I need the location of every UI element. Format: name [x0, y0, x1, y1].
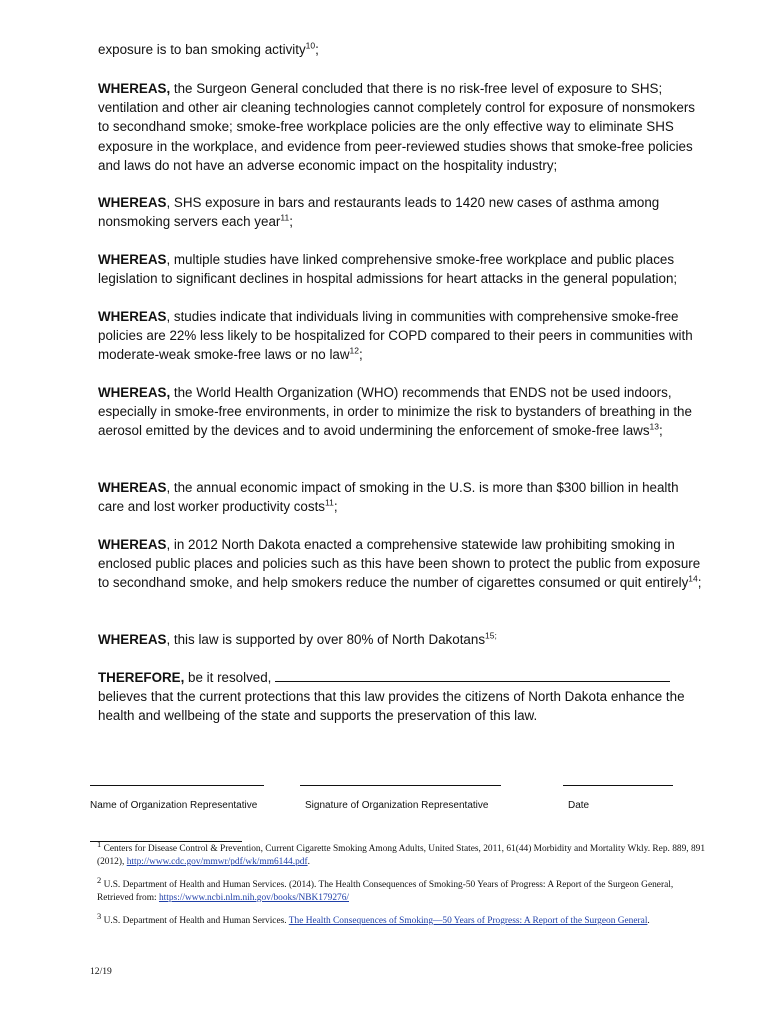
- date-label: Date: [568, 800, 590, 811]
- paragraph-4: WHEREAS, studies indicate that individuals living in communities with comprehensive smoke-free policies are 22% less likely to be hospitalized for COPD compared to their peers in communities with moderate-weak smoke-free laws or no law$^{12}$;: [98, 309, 693, 363]
- paragraph-3: WHEREAS, multiple studies have linked comprehensive smoke-free workplace and public places legislation to significant declines in hospital admissions for heart attacks in the general population;: [98, 252, 678, 287]
- paragraph-2: WHEREAS, SHS exposure in bars and restaurants leads to 1420 new cases of asthma among nonsmoking servers each year$^{11}$;: [98, 195, 660, 230]
- signature-line[interactable]: [300, 785, 501, 786]
- paragraph-7: WHEREAS, in 2012 North Dakota enacted a comprehensive statewide law prohibiting smoking in enclosed public places and policies such as this have been shown to protect the public from exposure to secondhand smoke, and help smokers reduce the number of cigarettes consumed or quit entirely$^{14}$;: [98, 537, 702, 591]
- paragraph-8: WHEREAS, this law is supported by over 80% of North Dakotans$^{15;}$: [98, 630, 497, 647]
- paragraph-0: exposure is to ban smoking activity$^{10}$;: [98, 40, 319, 57]
- name-signature-line[interactable]: [90, 785, 264, 786]
- revision-date: 12/19: [90, 966, 112, 977]
- paragraph-5: WHEREAS, the World Health Organization (WHO) recommends that ENDS not be used indoors, especially in smoke-free environments, in order to minimize the risk to bystanders of breathing in the aerosol emitted by the devices and to avoid undermining the enforcement of smoke-free laws$^{13}$;: [98, 385, 692, 439]
- footnote-1-link[interactable]: http://www.cdc.gov/mmwr/pdf/wk/mm6144.pdf: [126, 857, 308, 867]
- footnote-1: $^1$ Centers for Disease Control & Prevention, Current Cigarette Smoking Among Adults, United States, 2011, 61(44) Morbidity and Mortality Wkly. Rep. 889, 891 (2012), http://www.cdc.gov/mmwr/pdf/wk/mm6144.pdf.: [97, 838, 706, 867]
- paragraph-6: WHEREAS, the annual economic impact of smoking in the U.S. is more than $300 billion in health care and lost worker productivity costs$^{11}$;: [98, 480, 679, 515]
- footnote-divider: [90, 841, 242, 842]
- footnote-3-link[interactable]: The Health Consequences of Smoking—50 Years of Progress: A Report of the Surgeon General: [288, 916, 648, 926]
- footnote-3: $^3$ U.S. Department of Health and Human Services. The Health Consequences of Smoking—50 Years of Progress: A Report of the Surgeon General.: [97, 910, 650, 926]
- paragraph-1: WHEREAS, the Surgeon General concluded that there is no risk-free level of exposure to SHS; ventilation and other air cleaning technologies cannot completely control for exposure of nonsmokers to secondhand smoke; smoke-free workplace policies are the only effective way to eliminate SHS exposure in the workplace, and evidence from peer-reviewed studies shows that smoke-free policies and laws do not have an adverse economic impact on the hospitality industry;: [98, 81, 695, 173]
- footnote-2-link[interactable]: https://www.ncbi.nlm.nih.gov/books/NBK179276/: [158, 893, 349, 903]
- date-line[interactable]: [563, 785, 673, 786]
- footnote-2: $^2$ U.S. Department of Health and Human Services. (2014). The Health Consequences of Smoking-50 Years of Progress: A Report of the Surgeon General, Retrieved from: https://www.ncbi.nlm.nih.gov/books/NBK179276/: [97, 874, 674, 903]
- organization-name-blank[interactable]: [275, 668, 670, 682]
- therefore-paragraph: THEREFORE, be it resolved, believes that the current protections that this law provides the citizens of North Dakota enhance the health and wellbeing of the state and supports the preservation of this law.: [98, 670, 685, 724]
- name-label: Name of Organization Representative: [90, 800, 258, 811]
- signature-label: Signature of Organization Representative: [305, 800, 489, 811]
